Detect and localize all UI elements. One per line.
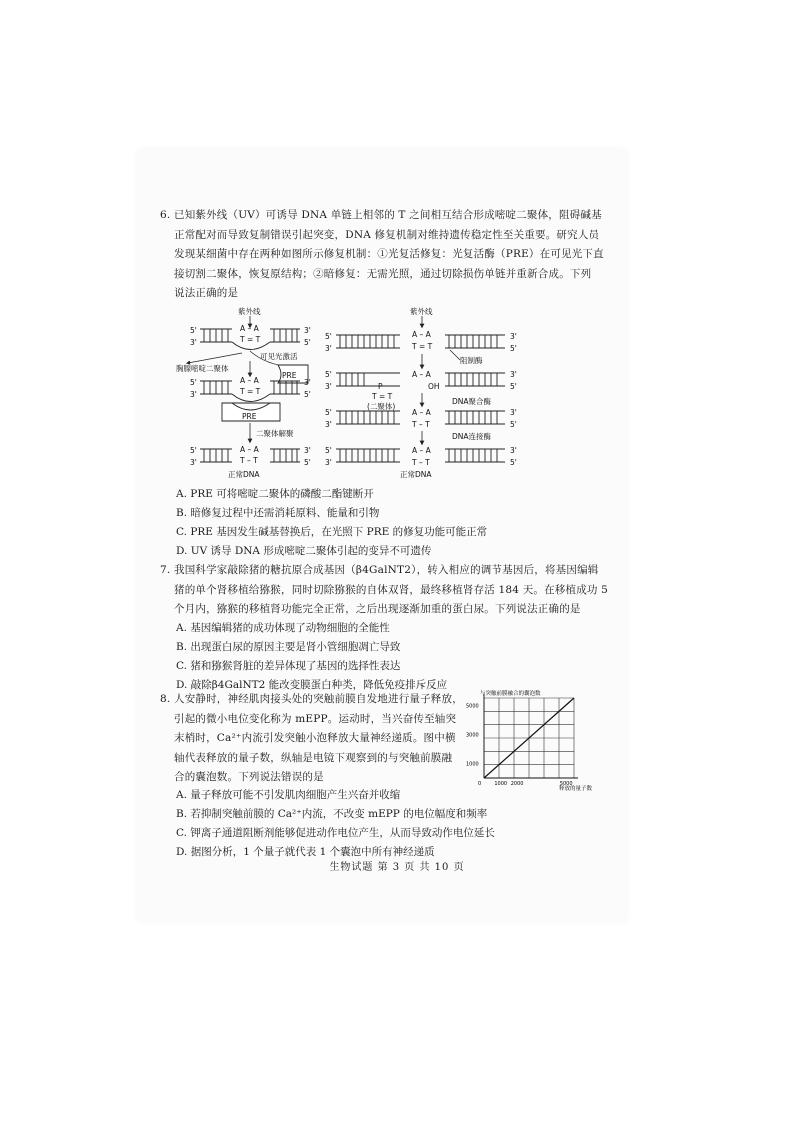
three-prime: 3': [190, 338, 197, 347]
aa-pair: A – A: [412, 408, 431, 417]
question-number: 7.: [160, 564, 171, 576]
option-c: C. 猪和猕猴肾脏的差异体现了基因的选择性表达: [176, 660, 401, 672]
option-a: A. PRE 可将嘧啶二聚体的磷酸二酯键断开: [176, 488, 374, 500]
question-line: 个月内，猕猴的移植肾功能完全正常，之后出现逐渐加重的蛋白尿。下列说法正确的是: [174, 603, 581, 616]
five-prime: 5': [304, 338, 311, 347]
aa-pair: A – A: [412, 446, 431, 455]
three-prime: 3': [325, 420, 332, 429]
five-prime: 5': [325, 370, 332, 379]
question-8: [160, 690, 465, 788]
five-prime: 5': [325, 332, 332, 341]
three-prime: 3': [190, 458, 197, 467]
chart-ylabel: 与突触前膜融合的囊泡数: [480, 691, 541, 697]
light-label: 可见光激活: [260, 352, 298, 361]
question-line: 接切割二聚体，恢复原结构；②暗修复：无需光照，通过切除损伤单链并重新合成。下列: [174, 267, 592, 280]
ligase-label: DNA连接酶: [452, 432, 492, 441]
normal-dna-label: 正常DNA: [400, 470, 432, 479]
endonuclease-label: 阻制酶: [460, 356, 483, 365]
five-prime: 5': [190, 378, 197, 387]
three-prime: 3': [325, 458, 332, 467]
option-b: B. 暗修复过程中还需消耗原料、能量和引物: [176, 507, 380, 519]
five-prime: 5': [304, 458, 311, 467]
x-tick-label: 1000: [494, 781, 508, 787]
option-b: B. 出现蛋白尿的原因主要是肾小管细胞凋亡导致: [176, 641, 401, 653]
page-footer: 生物试题 第 3 页 共 10 页: [329, 862, 465, 873]
question-line: 猪的单个肾移植给猕猴，同时切除猕猴的自体双肾，最终移植肾存活 184 天。在移植成功 5: [174, 583, 609, 596]
three-prime: 3': [325, 344, 332, 353]
tt-pair: T – T: [412, 420, 430, 429]
question-7: [160, 561, 625, 620]
option-a: A. 量子释放可能不引发肌肉细胞产生兴奋并收缩: [176, 789, 401, 801]
option-d: D. 敲除β4GalNT2 能改变膜蛋白种类，降低免疫排斥反应: [176, 679, 448, 691]
question-line: 人安静时，神经肌肉接头处的突触前膜自发地进行量子释放，: [174, 693, 463, 705]
three-prime: 3': [304, 378, 311, 387]
option-d: D. 据图分析，1 个量子就代表 1 个囊泡中所有神经递质: [176, 846, 435, 858]
three-prime: 3': [190, 390, 197, 399]
three-prime: 3': [510, 332, 517, 341]
tt-pair: T – T: [412, 458, 430, 467]
question-6: [160, 206, 625, 304]
oh-label: OH: [428, 382, 440, 391]
question-line: 轴代表释放的量子数，纵轴是电镜下观察到的与突触前膜融: [174, 751, 453, 764]
question-line: 我国科学家敲除猪的糖抗原合成基因（β4GalNT2），转入相应的调节基因后，将基因编辑: [174, 564, 599, 576]
five-prime: 5': [325, 446, 332, 455]
unwind-label: 二聚体解聚: [256, 429, 294, 438]
three-prime: 3': [304, 326, 311, 335]
chart-xlabel: 释放的量子数: [559, 786, 593, 792]
five-prime: 5': [304, 390, 311, 399]
five-prime: 5': [325, 408, 332, 417]
dna-repair-figure: [160, 305, 530, 485]
dimer-paren-label: (二聚体): [367, 402, 396, 411]
question-line: 已知紫外线（UV）可诱导 DNA 单链上相邻的 T 之间相互结合形成嘧啶二聚体，阻碍碱基: [174, 209, 602, 221]
five-prime: 5': [190, 446, 197, 455]
question-line: 合的囊泡数。下列说法错误的是: [174, 771, 324, 784]
aa-pair: A – A: [412, 330, 431, 339]
x-tick-label: 5000: [559, 781, 573, 787]
option-c: C. 钾离子通道阻断剂能够促进动作电位产生，从而导致动作电位延长: [176, 827, 495, 839]
five-prime: 5': [510, 344, 517, 353]
normal-dna-label: 正常DNA: [228, 470, 260, 479]
five-prime: 5': [190, 326, 197, 335]
three-prime: 3': [510, 408, 517, 417]
aa-pair: A – A: [240, 376, 259, 385]
tt-dimer: T = T: [412, 342, 433, 351]
three-prime: 3': [304, 446, 311, 455]
question-line: 末梢时，Ca²⁺内流引发突触小泡释放大量神经递质。图中横: [174, 732, 456, 745]
p-label: P: [378, 382, 383, 391]
aa-pair: A – A: [412, 370, 431, 379]
y-tick-label: 1000: [466, 761, 479, 768]
uv-label: 紫外线: [410, 307, 433, 316]
pre-label: PRE: [282, 371, 297, 380]
aa-pair: A – A: [240, 445, 259, 454]
question-line: 引起的微小电位变化称为 mEPP。运动时，当兴奋传至轴突: [174, 712, 457, 725]
question-number: 6.: [160, 209, 171, 221]
polymerase-label: DNA聚合酶: [452, 397, 492, 406]
five-prime: 5': [510, 458, 517, 467]
option-c: C. PRE 基因发生碱基替换后，在光照下 PRE 的修复功能可能正常: [176, 526, 488, 538]
y-tick-label: 5000: [466, 703, 479, 710]
x-tick-label: 2000: [510, 781, 524, 787]
three-prime: 3': [510, 370, 517, 379]
tt-dimer: T = T: [240, 335, 261, 344]
dimer-label: 胸腺嘧啶二聚体: [176, 364, 229, 373]
excised-dimer: T = T: [372, 392, 393, 401]
option-d: D. UV 诱导 DNA 形成嘧啶二聚体引起的变异不可遗传: [176, 545, 432, 557]
three-prime: 3': [510, 446, 517, 455]
quantum-vesicle-chart: [462, 686, 593, 796]
five-prime: 5': [510, 420, 517, 429]
y-tick-label: 3000: [466, 732, 479, 739]
five-prime: 5': [510, 382, 517, 391]
tt-dimer: T = T: [240, 387, 261, 396]
option-b: B. 若抑制突触前膜的 Ca²⁺内流，不改变 mEPP 的电位幅度和频率: [176, 808, 488, 820]
option-a: A. 基因编辑猪的成功体现了动物细胞的全能性: [176, 622, 390, 634]
uv-label: 紫外线: [238, 307, 261, 316]
question-line: 正常配对而导致复制错误引起突变，DNA 修复机制对维持遗传稳定性至关重要。研究人员: [174, 228, 600, 241]
pre-label: PRE: [242, 412, 257, 421]
aa-pair: A – A: [240, 324, 259, 333]
question-line: 说法正确的是: [174, 287, 239, 300]
question-line: 发现某细菌中存在两种如图所示修复机制：①光复活修复：光复活酶（PRE）在可见光下直: [174, 248, 604, 261]
chart-ticks: [466, 703, 573, 787]
x-tick-label: 0: [478, 781, 482, 787]
tt-pair: T – T: [240, 456, 258, 465]
question-number: 8.: [160, 693, 171, 705]
three-prime: 3': [325, 382, 332, 391]
